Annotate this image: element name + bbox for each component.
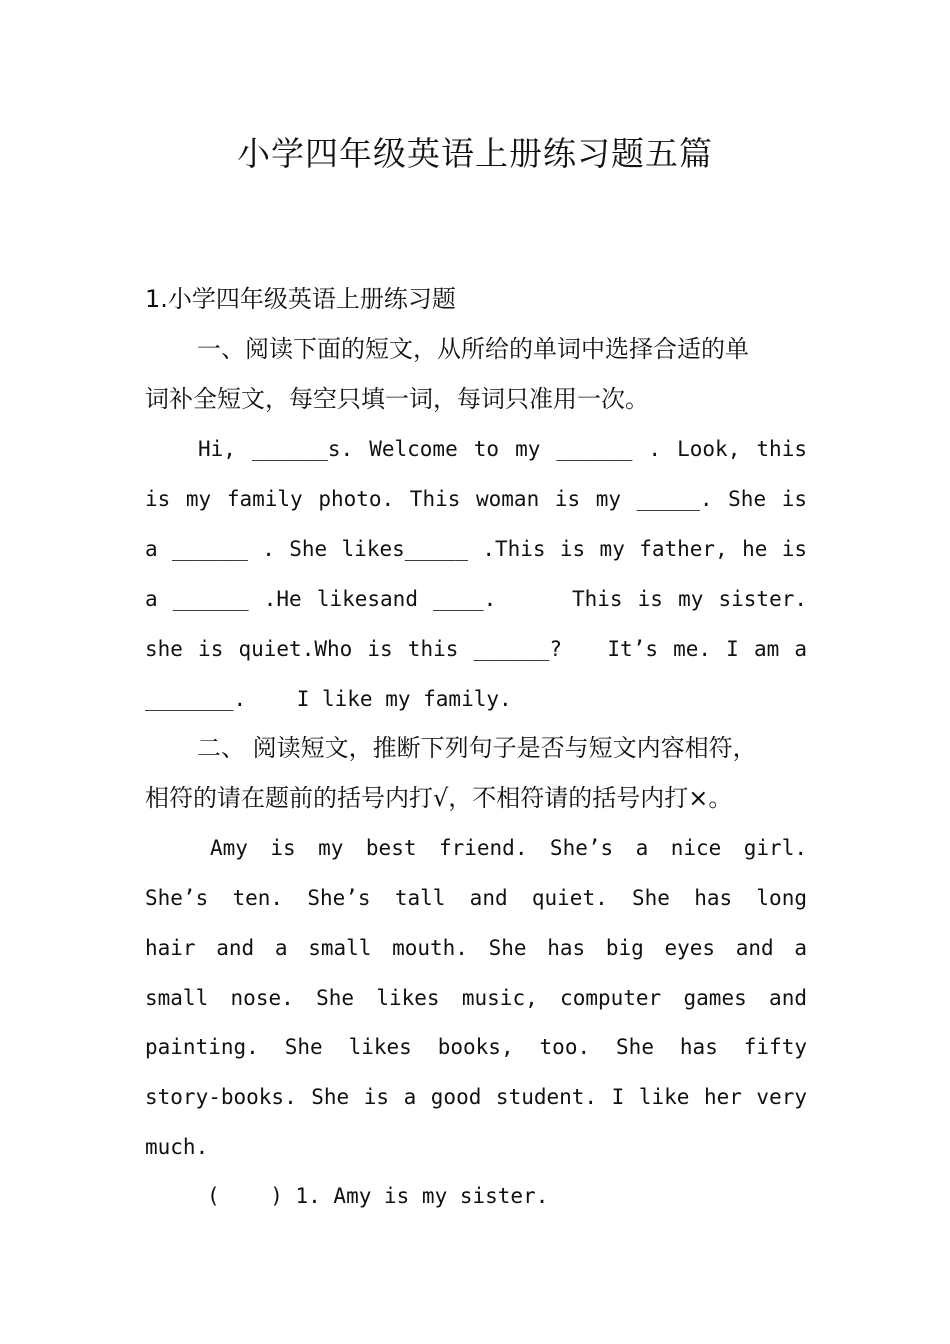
part2-passage-line: hair and a small mouth. She has big eyes and a (145, 936, 807, 960)
part2-passage-line: story-books. She is a good student. I like her very (145, 1085, 807, 1109)
part2-passage-line: She’s ten. She’s tall and quiet. She has long (145, 886, 807, 910)
part1-instruction-line2: 词补全短文，每空只填一词，每词只准用一次。 (145, 385, 649, 413)
part1-passage-line: a ______ . She likes_____ .This is my father, he is (145, 537, 807, 561)
part2-passage-line: Amy is my best friend. She’s a nice girl. (210, 836, 807, 860)
part1-passage-line: a ______ .He likesand ____. This is my sister. (145, 587, 807, 611)
part2-instruction-line2: 相符的请在题前的括号内打√，不相符请的括号内打×。 (145, 784, 733, 812)
part2-passage-line: painting. She likes books, too. She has fifty (145, 1035, 807, 1059)
question-1: ( ) 1. Amy is my sister. (207, 1184, 549, 1208)
document-title: 小学四年级英语上册练习题五篇 (237, 134, 713, 173)
part1-passage-line: Hi, ______s. Welcome to my ______ . Look, this (198, 437, 807, 461)
part2-passage-line: small nose. She likes music, computer games and (145, 986, 807, 1010)
section-heading: 1.小学四年级英语上册练习题 (145, 285, 456, 313)
part2-instruction-line1: 二、 阅读短文，推断下列句子是否与短文内容相符， (197, 734, 757, 762)
part1-instruction-line1: 一、阅读下面的短文，从所给的单词中选择合适的单 (197, 335, 749, 363)
part2-passage-line: much. (145, 1135, 209, 1159)
part1-passage-line: _______. I like my family. (145, 687, 512, 711)
part1-passage-line: she is quiet.Who is this ______? It’s me. I am a (145, 637, 807, 661)
part1-passage-line: is my family photo. This woman is my _____. She is (145, 487, 807, 511)
